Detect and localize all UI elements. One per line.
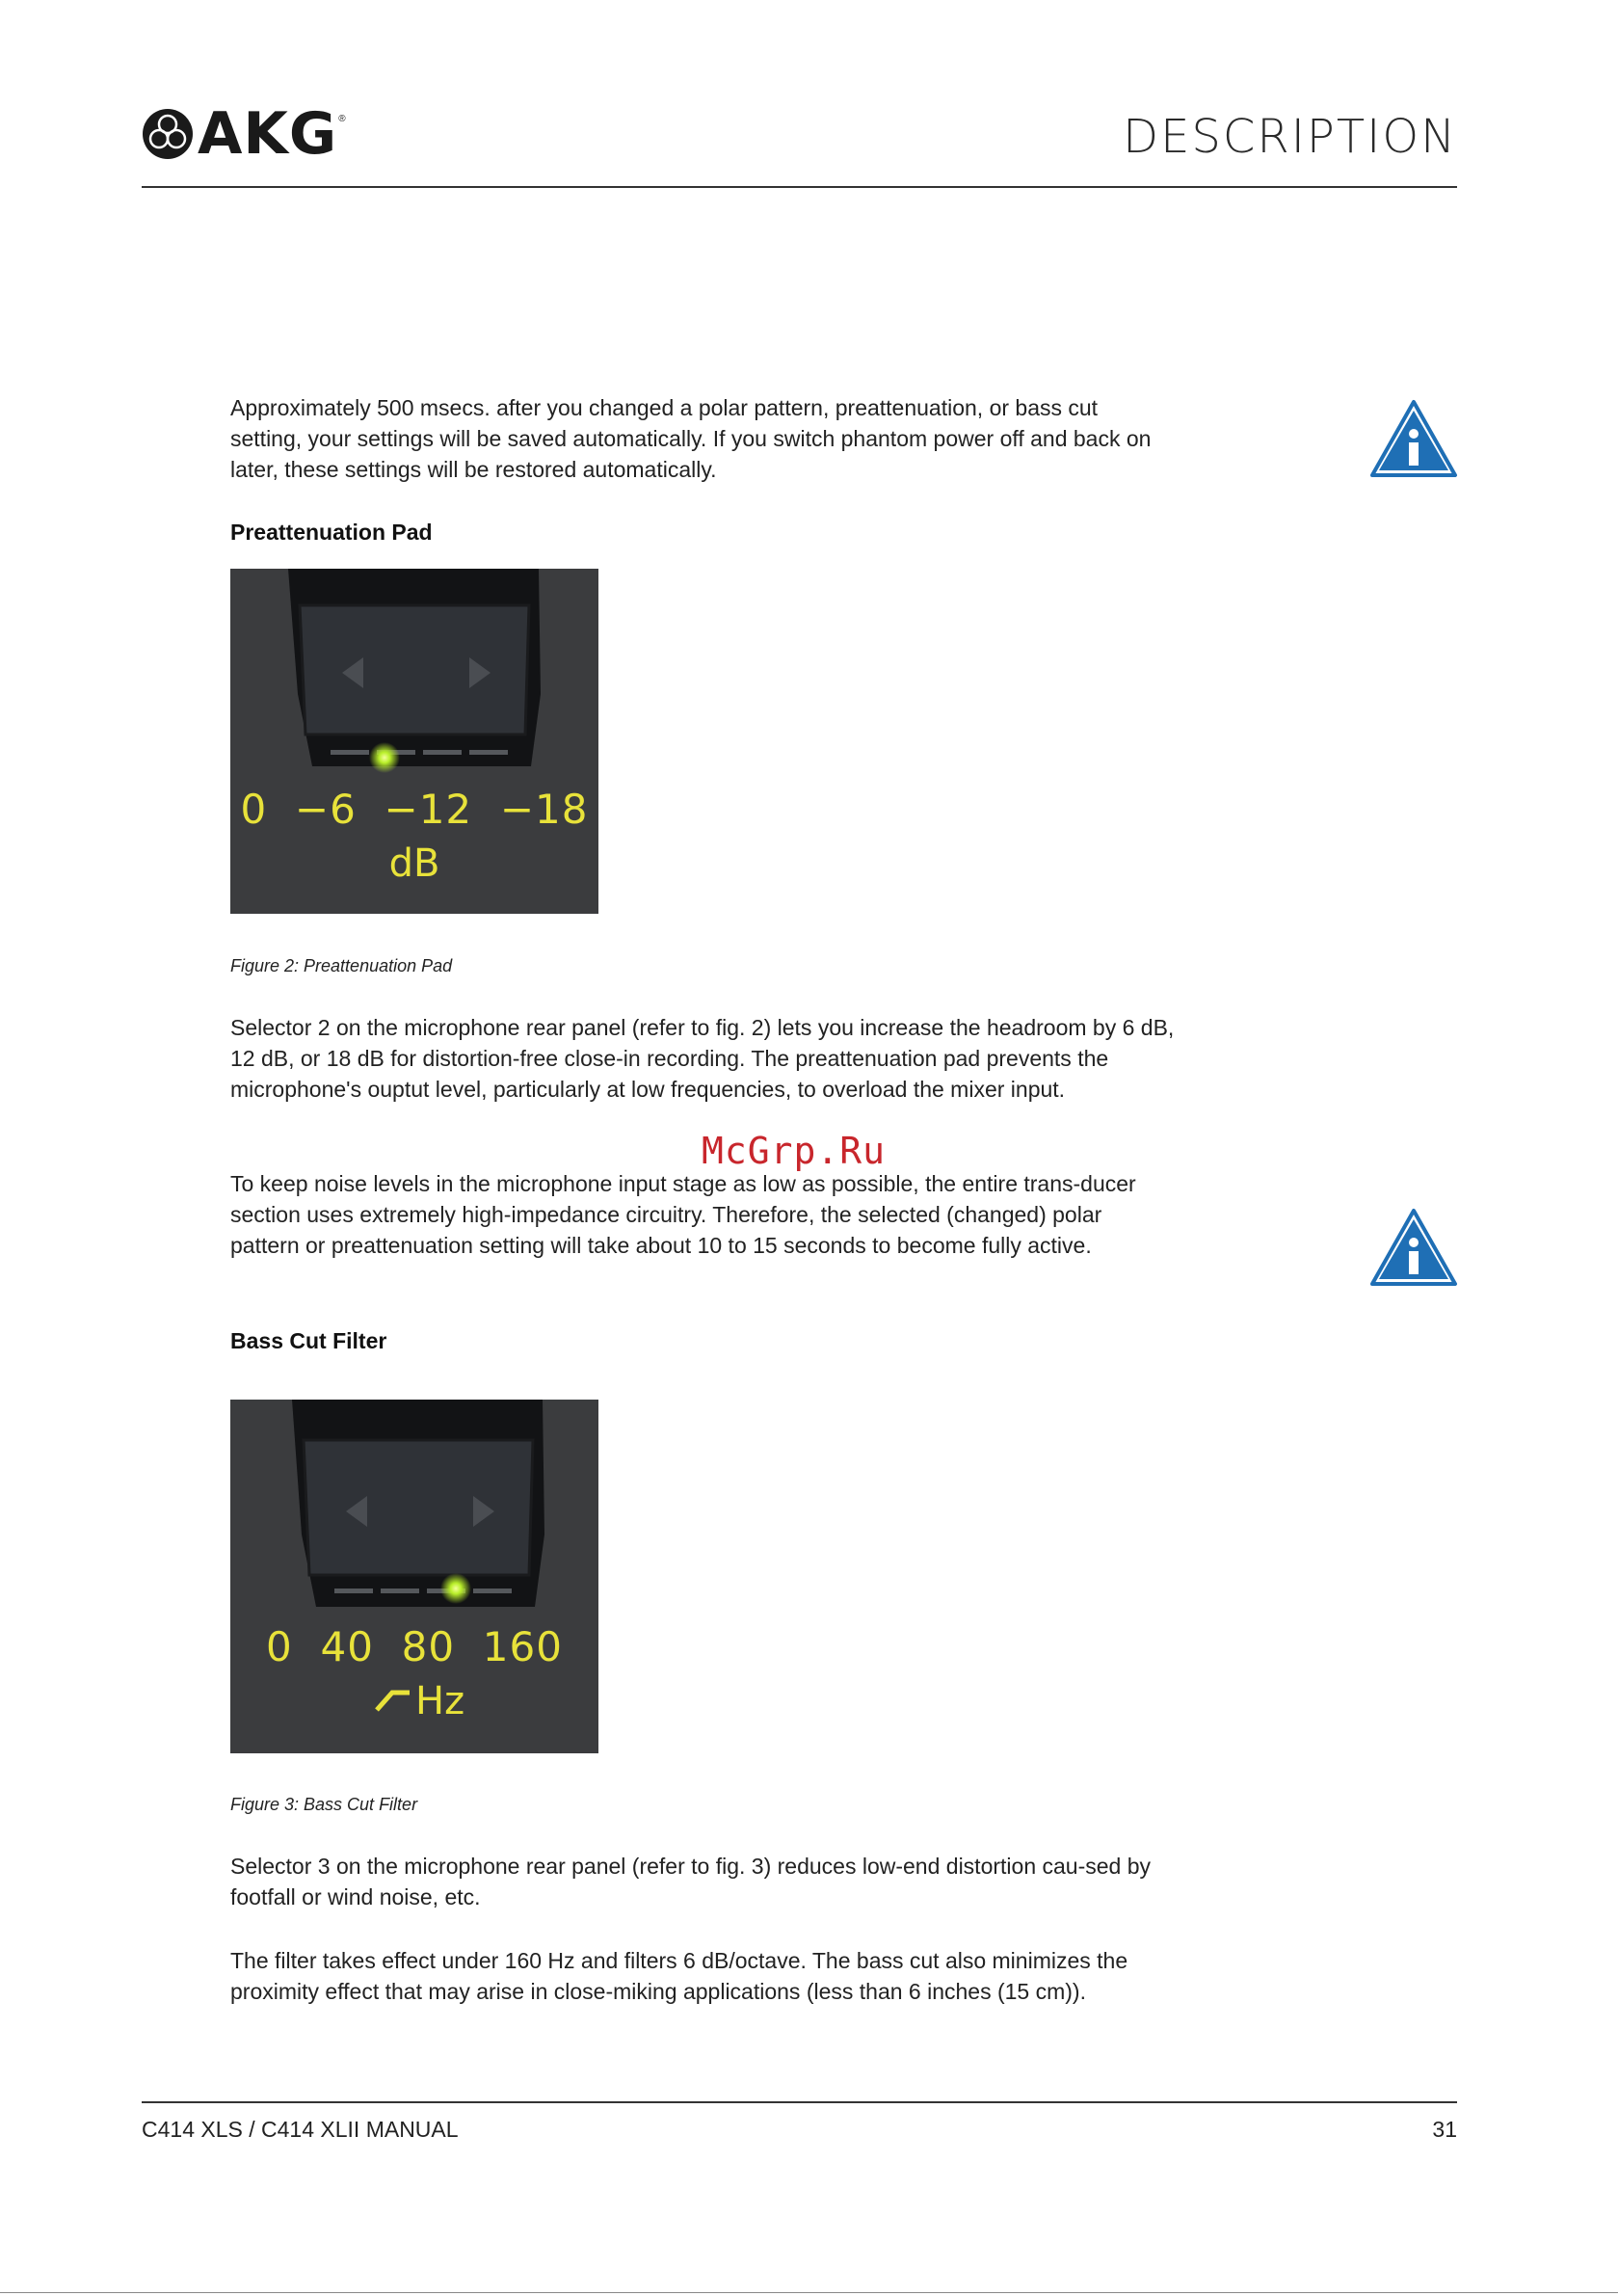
heading-bass-cut-filter: Bass Cut Filter <box>230 1328 387 1353</box>
selector-2-text: Selector 2 on the microphone rear panel (refer to fig. 2) lets you increase the headroom by 6 dB, 12 dB, or 18 dB for distortion-free close-in recording. The preattenuation pad prevents the microphone's ouptut level, particularly at low frequencies, to overload the mixer input. <box>230 1015 1175 1102</box>
info-icon <box>1369 1208 1458 1287</box>
header-rule <box>142 186 1457 188</box>
akg-logo <box>142 100 346 168</box>
heading-preattenuation-pad: Preattenuation Pad <box>230 520 433 545</box>
note-autosave-text: Approximately 500 msecs. after you changed a polar pattern, preattenuation, or bass cut setting, your settings will be saved automatically. If you switch phantom power off and back on later, these settings will be restored automatically. <box>230 395 1152 482</box>
bass-cut-scale-values: 0 40 80 160 <box>266 1623 563 1670</box>
switch-panel-illustration <box>230 1400 598 1753</box>
pad-scale-unit: dB <box>388 841 440 886</box>
footer-rule <box>142 2101 1457 2103</box>
bass-cut-scale-unit: Hz <box>415 1679 465 1723</box>
figure-2-caption: Figure 2: Preattenuation Pad <box>230 956 453 975</box>
info-icon <box>1369 399 1458 478</box>
logo-registered-mark: ® <box>338 114 346 124</box>
bass-cut-filter-text: The filter takes effect under 160 Hz and filters 6 dB/octave. The bass cut also minimizes the proximity effect that may arise in close-miking applications (less than 6 inches (15 cm)). <box>230 1948 1128 2004</box>
figure-3-caption: Figure 3: Bass Cut Filter <box>230 1795 418 1814</box>
logo-text: AKG <box>198 100 338 168</box>
section-title: DESCRIPTION <box>1123 110 1457 164</box>
page-number: 31 <box>1432 2117 1457 2142</box>
watermark-text: McGrp.Ru <box>702 1130 887 1172</box>
footer-manual-title: C414 XLS / C414 XLII MANUAL <box>142 2117 459 2142</box>
bottom-edge-line <box>0 2292 1618 2293</box>
pad-scale-values: 0 −6 −12 −18 <box>240 786 589 833</box>
figure-preattenuation-photo <box>230 569 598 914</box>
selector-3-text: Selector 3 on the microphone rear panel (refer to fig. 3) reduces low-end distortion cau-sed by footfall or wind noise, etc. <box>230 1854 1152 1909</box>
akg-emblem-icon <box>142 108 194 160</box>
note-noise-levels-text: To keep noise levels in the microphone input stage as low as possible, the entire trans-ducer section uses extremely high-impedance circuitry. Therefore, the selected (changed) polar pattern or preattenuation setting will take about 10 to 15 seconds to become fully active. <box>230 1171 1136 1258</box>
figure-bass-cut-photo <box>230 1400 598 1753</box>
